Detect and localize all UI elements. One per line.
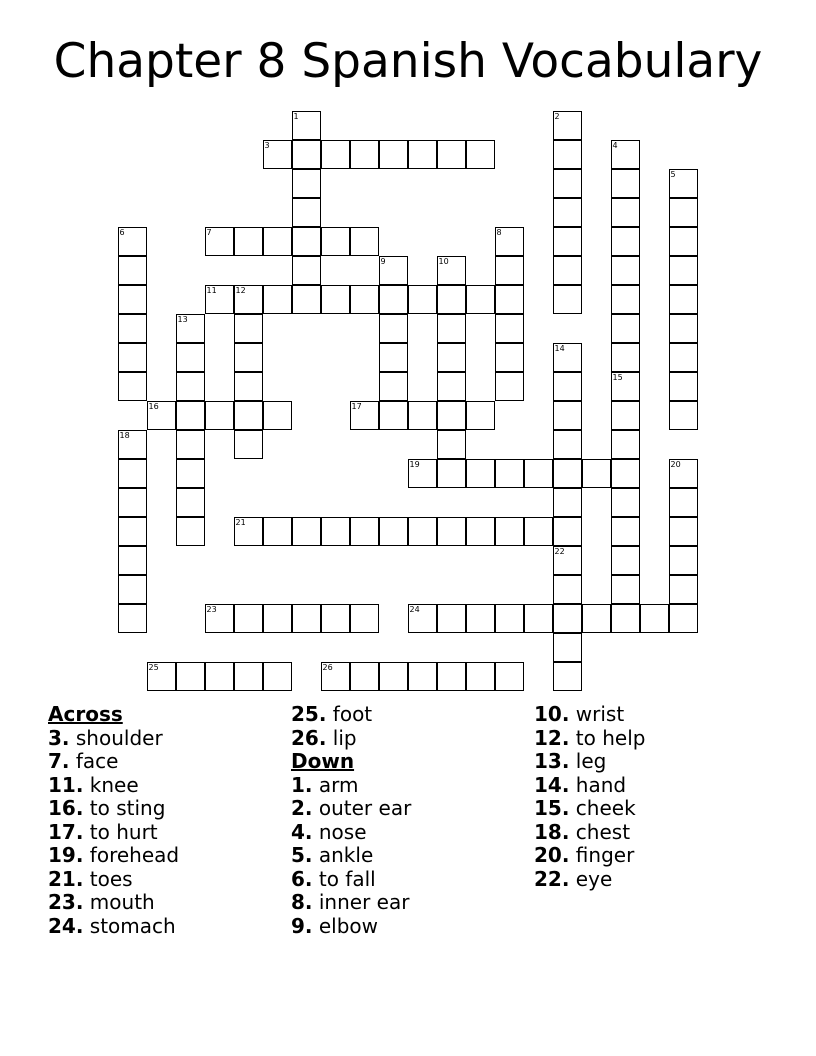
clue-text: to sting bbox=[89, 796, 166, 820]
grid-cell[interactable] bbox=[553, 198, 582, 227]
clue-item bbox=[291, 797, 411, 821]
grid-cell[interactable] bbox=[292, 169, 321, 198]
clue-item bbox=[291, 868, 411, 892]
grid-cell[interactable] bbox=[553, 343, 582, 372]
grid-cell[interactable] bbox=[437, 430, 466, 459]
grid-cell[interactable] bbox=[495, 662, 524, 691]
grid-cell[interactable] bbox=[553, 430, 582, 459]
clue-item bbox=[534, 821, 645, 845]
clue-number: 22 bbox=[554, 546, 565, 556]
grid-cell[interactable] bbox=[379, 314, 408, 343]
clue-num: 1. bbox=[291, 772, 313, 797]
grid-cell[interactable] bbox=[118, 314, 147, 343]
grid-cell[interactable] bbox=[118, 227, 147, 256]
grid-cell[interactable] bbox=[408, 140, 437, 169]
clue-item bbox=[48, 727, 179, 751]
clue-text: stomach bbox=[89, 913, 176, 938]
grid-cell[interactable] bbox=[466, 285, 495, 314]
grid-cell[interactable] bbox=[553, 633, 582, 662]
grid-cell[interactable] bbox=[495, 517, 524, 546]
clue-number: 14 bbox=[554, 343, 565, 353]
grid-cell[interactable] bbox=[379, 517, 408, 546]
grid-cell[interactable] bbox=[553, 488, 582, 517]
grid-cell[interactable] bbox=[495, 227, 524, 256]
clue-num: 6. bbox=[291, 866, 313, 891]
grid-cell[interactable] bbox=[118, 575, 147, 604]
clue-num: 24. bbox=[48, 913, 84, 938]
grid-cell[interactable] bbox=[553, 401, 582, 430]
clue-number: 9 bbox=[380, 256, 386, 266]
grid-cell[interactable] bbox=[176, 343, 205, 372]
grid-cell[interactable] bbox=[118, 430, 147, 459]
clue-text: toes bbox=[89, 866, 133, 891]
clue-item bbox=[291, 821, 411, 845]
clue-num: 4. bbox=[291, 819, 313, 844]
grid-cell[interactable] bbox=[437, 401, 466, 430]
clue-item bbox=[534, 797, 645, 821]
grid-cell[interactable] bbox=[524, 517, 553, 546]
clue-number: 7 bbox=[206, 227, 212, 237]
grid-cell[interactable] bbox=[437, 459, 466, 488]
grid-cell[interactable] bbox=[379, 372, 408, 401]
grid-cell[interactable] bbox=[553, 140, 582, 169]
grid-cell[interactable] bbox=[234, 662, 263, 691]
grid-cell[interactable] bbox=[437, 517, 466, 546]
clue-num: 2. bbox=[291, 796, 313, 820]
clue-number: 3 bbox=[264, 140, 270, 150]
grid-cell[interactable] bbox=[118, 256, 147, 285]
grid-cell[interactable] bbox=[205, 401, 234, 430]
clue-item bbox=[291, 774, 411, 798]
clue-text: lip bbox=[332, 725, 357, 750]
clue-num: 14. bbox=[534, 772, 570, 797]
clue-item bbox=[534, 750, 645, 774]
grid-cell[interactable] bbox=[379, 140, 408, 169]
grid-cell[interactable] bbox=[350, 604, 379, 633]
grid-cell[interactable] bbox=[466, 662, 495, 691]
grid-cell[interactable] bbox=[611, 575, 640, 604]
grid-cell[interactable] bbox=[292, 604, 321, 633]
clue-number: 13 bbox=[177, 314, 188, 324]
grid-cell[interactable] bbox=[176, 488, 205, 517]
grid-cell[interactable] bbox=[263, 662, 292, 691]
grid-cell[interactable] bbox=[553, 372, 582, 401]
grid-cell[interactable] bbox=[437, 285, 466, 314]
grid-cell[interactable] bbox=[118, 285, 147, 314]
grid-cell[interactable] bbox=[669, 198, 698, 227]
grid-cell[interactable] bbox=[118, 546, 147, 575]
clue-num: 10. bbox=[534, 702, 570, 726]
grid-cell[interactable] bbox=[553, 546, 582, 575]
clue-number: 4 bbox=[612, 140, 618, 150]
grid-cell[interactable] bbox=[611, 343, 640, 372]
grid-cell[interactable] bbox=[234, 604, 263, 633]
grid-cell[interactable] bbox=[611, 401, 640, 430]
clue-number: 26 bbox=[322, 662, 333, 672]
clue-number: 8 bbox=[496, 227, 502, 237]
grid-cell[interactable] bbox=[205, 285, 234, 314]
clue-item bbox=[48, 750, 179, 774]
clue-number: 10 bbox=[438, 256, 449, 266]
grid-cell[interactable] bbox=[582, 459, 611, 488]
grid-cell[interactable] bbox=[611, 488, 640, 517]
grid-cell[interactable] bbox=[408, 604, 437, 633]
grid-cell[interactable] bbox=[553, 517, 582, 546]
grid-cell[interactable] bbox=[669, 517, 698, 546]
grid-cell[interactable] bbox=[118, 517, 147, 546]
clue-text: nose bbox=[318, 819, 367, 844]
clue-number: 24 bbox=[409, 604, 420, 614]
clue-number: 11 bbox=[206, 285, 217, 295]
grid-cell[interactable] bbox=[437, 140, 466, 169]
grid-cell[interactable] bbox=[495, 343, 524, 372]
clue-text: hand bbox=[575, 772, 627, 797]
grid-cell[interactable] bbox=[669, 314, 698, 343]
clue-number: 16 bbox=[148, 401, 159, 411]
clue-number: 15 bbox=[612, 372, 623, 382]
clue-num: 23. bbox=[48, 890, 84, 914]
grid-cell[interactable] bbox=[321, 662, 350, 691]
down-heading: Down bbox=[291, 749, 355, 773]
clue-num: 26. bbox=[291, 725, 327, 750]
grid-cell[interactable] bbox=[553, 169, 582, 198]
clue-item bbox=[291, 915, 411, 939]
grid-cell[interactable] bbox=[669, 169, 698, 198]
grid-cell[interactable] bbox=[437, 662, 466, 691]
clue-item bbox=[48, 844, 179, 868]
grid-cell[interactable] bbox=[321, 285, 350, 314]
grid-cell[interactable] bbox=[611, 140, 640, 169]
clue-number: 25 bbox=[148, 662, 159, 672]
grid-cell[interactable] bbox=[118, 604, 147, 633]
grid-cell[interactable] bbox=[234, 314, 263, 343]
grid-cell[interactable] bbox=[350, 401, 379, 430]
clue-item bbox=[534, 868, 645, 892]
grid-cell[interactable] bbox=[408, 401, 437, 430]
clue-text: eye bbox=[575, 866, 613, 891]
clue-num: 11. bbox=[48, 772, 84, 797]
clue-item bbox=[48, 797, 179, 821]
grid-cell[interactable] bbox=[263, 140, 292, 169]
clue-num: 3. bbox=[48, 725, 70, 750]
clue-item bbox=[534, 844, 645, 868]
grid-cell[interactable] bbox=[669, 546, 698, 575]
clue-column-2 bbox=[291, 703, 411, 938]
grid-cell[interactable] bbox=[321, 604, 350, 633]
grid-cell[interactable] bbox=[553, 227, 582, 256]
grid-cell[interactable] bbox=[205, 604, 234, 633]
grid-cell[interactable] bbox=[408, 459, 437, 488]
clue-num: 8. bbox=[291, 890, 313, 914]
clue-num: 7. bbox=[48, 749, 70, 773]
clue-num: 19. bbox=[48, 843, 84, 867]
clue-num: 20. bbox=[534, 843, 570, 867]
clue-text: face bbox=[75, 749, 119, 773]
clue-text: to help bbox=[575, 725, 646, 750]
grid-cell[interactable] bbox=[205, 662, 234, 691]
grid-cell[interactable] bbox=[292, 285, 321, 314]
grid-cell[interactable] bbox=[379, 401, 408, 430]
clue-number: 6 bbox=[119, 227, 125, 237]
clue-number: 20 bbox=[670, 459, 681, 469]
clue-item bbox=[534, 774, 645, 798]
grid-cell[interactable] bbox=[669, 488, 698, 517]
grid-cell[interactable] bbox=[234, 343, 263, 372]
grid-cell[interactable] bbox=[553, 575, 582, 604]
grid-cell[interactable] bbox=[263, 401, 292, 430]
grid-cell[interactable] bbox=[437, 372, 466, 401]
grid-cell[interactable] bbox=[611, 604, 640, 633]
grid-cell[interactable] bbox=[466, 517, 495, 546]
clue-number: 23 bbox=[206, 604, 217, 614]
grid-cell[interactable] bbox=[437, 314, 466, 343]
clue-text: wrist bbox=[575, 702, 625, 726]
grid-cell[interactable] bbox=[176, 662, 205, 691]
grid-cell[interactable] bbox=[176, 372, 205, 401]
clue-item bbox=[291, 727, 411, 751]
grid-cell[interactable] bbox=[669, 401, 698, 430]
grid-cell[interactable] bbox=[147, 401, 176, 430]
grid-cell[interactable] bbox=[292, 256, 321, 285]
clue-item bbox=[291, 844, 411, 868]
clue-number: 5 bbox=[670, 169, 676, 179]
clue-number: 17 bbox=[351, 401, 362, 411]
grid-cell[interactable] bbox=[466, 140, 495, 169]
grid-cell[interactable] bbox=[466, 401, 495, 430]
clue-num: 15. bbox=[534, 796, 570, 820]
clue-number: 19 bbox=[409, 459, 420, 469]
clue-text: cheek bbox=[575, 796, 636, 820]
grid-cell[interactable] bbox=[495, 314, 524, 343]
grid-cell[interactable] bbox=[669, 256, 698, 285]
clue-item bbox=[291, 891, 411, 915]
grid-cell[interactable] bbox=[553, 662, 582, 691]
grid-cell[interactable] bbox=[669, 285, 698, 314]
grid-cell[interactable] bbox=[495, 459, 524, 488]
grid-cell[interactable] bbox=[292, 198, 321, 227]
clue-text: chest bbox=[575, 819, 631, 844]
clue-num: 25. bbox=[291, 702, 327, 726]
grid-cell[interactable] bbox=[553, 285, 582, 314]
grid-cell[interactable] bbox=[292, 227, 321, 256]
grid-cell[interactable] bbox=[582, 604, 611, 633]
grid-cell[interactable] bbox=[669, 575, 698, 604]
grid-cell[interactable] bbox=[350, 227, 379, 256]
clue-text: foot bbox=[332, 702, 373, 726]
clue-num: 13. bbox=[534, 749, 570, 773]
grid-cell[interactable] bbox=[379, 343, 408, 372]
clue-text: leg bbox=[575, 749, 607, 773]
clue-item bbox=[48, 821, 179, 845]
grid-cell[interactable] bbox=[611, 256, 640, 285]
clue-text: inner ear bbox=[318, 890, 410, 914]
clue-num: 12. bbox=[534, 725, 570, 750]
grid-cell[interactable] bbox=[611, 459, 640, 488]
grid-cell[interactable] bbox=[263, 604, 292, 633]
clue-text: outer ear bbox=[318, 796, 412, 820]
grid-cell[interactable] bbox=[379, 256, 408, 285]
grid-cell[interactable] bbox=[611, 285, 640, 314]
grid-cell[interactable] bbox=[466, 604, 495, 633]
grid-cell[interactable] bbox=[234, 517, 263, 546]
grid-cell[interactable] bbox=[292, 140, 321, 169]
grid-cell[interactable] bbox=[669, 372, 698, 401]
grid-cell[interactable] bbox=[437, 343, 466, 372]
grid-cell[interactable] bbox=[176, 401, 205, 430]
grid-cell[interactable] bbox=[176, 459, 205, 488]
clue-number: 1 bbox=[293, 111, 299, 121]
grid-cell[interactable] bbox=[321, 227, 350, 256]
clue-text: forehead bbox=[89, 843, 180, 867]
grid-cell[interactable] bbox=[118, 372, 147, 401]
grid-cell[interactable] bbox=[640, 604, 669, 633]
grid-cell[interactable] bbox=[292, 517, 321, 546]
across-heading: Across bbox=[48, 702, 123, 726]
grid-cell[interactable] bbox=[147, 662, 176, 691]
clue-text: to fall bbox=[318, 866, 376, 891]
clue-num: 16. bbox=[48, 796, 84, 820]
grid-cell[interactable] bbox=[263, 227, 292, 256]
grid-cell[interactable] bbox=[495, 256, 524, 285]
clue-item bbox=[48, 915, 179, 939]
grid-cell[interactable] bbox=[611, 546, 640, 575]
clue-number: 21 bbox=[235, 517, 246, 527]
grid-cell[interactable] bbox=[437, 604, 466, 633]
grid-cell[interactable] bbox=[205, 227, 234, 256]
clue-item bbox=[48, 774, 179, 798]
grid-cell[interactable] bbox=[669, 343, 698, 372]
grid-cell[interactable] bbox=[669, 227, 698, 256]
grid-cell[interactable] bbox=[553, 459, 582, 488]
clue-item bbox=[291, 703, 411, 727]
grid-cell[interactable] bbox=[611, 227, 640, 256]
clue-item bbox=[534, 703, 645, 727]
grid-cell[interactable] bbox=[611, 517, 640, 546]
grid-cell[interactable] bbox=[524, 604, 553, 633]
grid-cell[interactable] bbox=[234, 285, 263, 314]
clue-text: elbow bbox=[318, 913, 379, 938]
grid-cell[interactable] bbox=[292, 111, 321, 140]
clue-number: 18 bbox=[119, 430, 130, 440]
clue-text: mouth bbox=[89, 890, 155, 914]
grid-cell[interactable] bbox=[321, 517, 350, 546]
grid-cell[interactable] bbox=[611, 169, 640, 198]
grid-cell[interactable] bbox=[553, 111, 582, 140]
grid-cell[interactable] bbox=[176, 517, 205, 546]
grid-cell[interactable] bbox=[350, 285, 379, 314]
grid-cell[interactable] bbox=[495, 285, 524, 314]
grid-cell[interactable] bbox=[611, 372, 640, 401]
clue-item bbox=[534, 727, 645, 751]
clue-text: ankle bbox=[318, 843, 374, 867]
grid-cell[interactable] bbox=[234, 227, 263, 256]
grid-cell[interactable] bbox=[176, 430, 205, 459]
grid-cell[interactable] bbox=[611, 430, 640, 459]
clue-num: 9. bbox=[291, 913, 313, 938]
grid-cell[interactable] bbox=[466, 459, 495, 488]
grid-cell[interactable] bbox=[524, 459, 553, 488]
grid-cell[interactable] bbox=[408, 517, 437, 546]
clue-num: 22. bbox=[534, 866, 570, 891]
clue-num: 17. bbox=[48, 819, 84, 844]
grid-cell[interactable] bbox=[118, 459, 147, 488]
clue-text: knee bbox=[89, 772, 139, 797]
grid-cell[interactable] bbox=[263, 285, 292, 314]
grid-cell[interactable] bbox=[437, 256, 466, 285]
grid-cell[interactable] bbox=[234, 401, 263, 430]
clue-item bbox=[48, 868, 179, 892]
grid-cell[interactable] bbox=[350, 140, 379, 169]
grid-cell[interactable] bbox=[611, 198, 640, 227]
grid-cell[interactable] bbox=[263, 517, 292, 546]
grid-cell[interactable] bbox=[669, 604, 698, 633]
grid-cell[interactable] bbox=[408, 662, 437, 691]
clue-text: shoulder bbox=[75, 725, 163, 750]
clue-num: 18. bbox=[534, 819, 570, 844]
grid-cell[interactable] bbox=[379, 285, 408, 314]
clue-number: 12 bbox=[235, 285, 246, 295]
clue-column-3 bbox=[534, 703, 645, 891]
grid-cell[interactable] bbox=[234, 430, 263, 459]
clue-text: arm bbox=[318, 772, 359, 797]
grid-cell[interactable] bbox=[321, 140, 350, 169]
grid-cell[interactable] bbox=[408, 285, 437, 314]
clue-item bbox=[48, 891, 179, 915]
grid-cell[interactable] bbox=[553, 604, 582, 633]
grid-cell[interactable] bbox=[118, 343, 147, 372]
grid-cell[interactable] bbox=[379, 662, 408, 691]
grid-cell[interactable] bbox=[669, 459, 698, 488]
grid-cell[interactable] bbox=[176, 314, 205, 343]
clue-number: 2 bbox=[554, 111, 560, 121]
grid-cell[interactable] bbox=[350, 517, 379, 546]
grid-cell[interactable] bbox=[553, 256, 582, 285]
grid-cell[interactable] bbox=[118, 488, 147, 517]
clue-text: to hurt bbox=[89, 819, 158, 844]
clue-num: 5. bbox=[291, 843, 313, 867]
clue-column-1 bbox=[48, 703, 179, 938]
clue-text: finger bbox=[575, 843, 635, 867]
page-title: Chapter 8 Spanish Vocabulary bbox=[53, 34, 763, 89]
grid-cell[interactable] bbox=[611, 314, 640, 343]
grid-cell[interactable] bbox=[495, 372, 524, 401]
grid-cell[interactable] bbox=[234, 372, 263, 401]
grid-cell[interactable] bbox=[495, 604, 524, 633]
grid-cell[interactable] bbox=[350, 662, 379, 691]
clue-num: 21. bbox=[48, 866, 84, 891]
